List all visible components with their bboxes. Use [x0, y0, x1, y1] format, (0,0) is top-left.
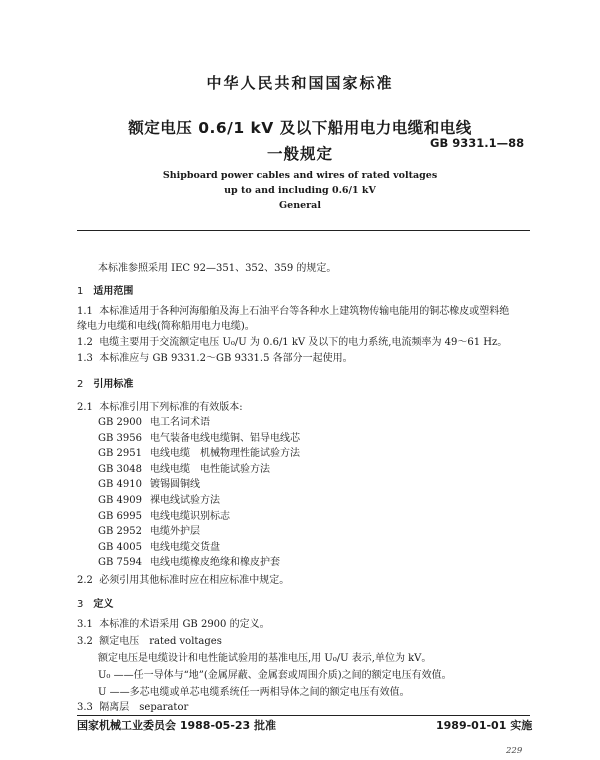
clause-title: 隔离层 separator — [99, 702, 189, 713]
title-english-line3: General — [279, 200, 321, 211]
section-number: 3 — [77, 599, 84, 610]
reference-name: 电缆外护层 — [150, 526, 200, 538]
approval-line: 国家机械工业委员会 1988-05-23 批准 — [77, 719, 277, 732]
reference-code: GB 6995 — [98, 510, 142, 522]
reference-item — [98, 463, 558, 477]
section-title: 引用标准 — [93, 379, 134, 390]
clause-title: 额定电压 rated voltages — [99, 636, 222, 647]
reference-item — [98, 478, 558, 492]
section-number: 2 — [77, 379, 84, 390]
definition-u: U ——多芯电缆或单芯电缆系统任一两相导体之间的额定电压有效值。 — [98, 687, 410, 698]
reference-item — [98, 541, 558, 555]
reference-code: GB 3048 — [98, 463, 142, 475]
reference-name: 电线电缆识别标志 — [150, 510, 230, 522]
clause-text: 本标准适用于各种河海船舶及海上石油平台等各种水上建筑物传输电能用的铜芯橡皮或塑料绝 — [99, 306, 510, 317]
masthead: 中华人民共和国国家标准 — [206, 74, 394, 92]
clause-text: 本标准的术语采用 GB 2900 的定义。 — [99, 619, 270, 630]
reference-code: GB 3956 — [98, 432, 142, 444]
reference-name: 电工名词术语 — [150, 417, 210, 428]
clause-1-1 — [77, 305, 537, 319]
clause-2-2 — [77, 574, 537, 588]
reference-item — [98, 432, 558, 446]
clause-text: 必须引用其他标准时应在相应标准中规定。 — [99, 575, 290, 586]
page-number: 229 — [506, 746, 523, 756]
reference-item — [98, 416, 558, 430]
title-english-line2: up to and including 0.6/1 kV — [224, 185, 376, 196]
reference-code: GB 2900 — [98, 417, 142, 428]
clause-text: 本标准应与 GB 9331.2～GB 9331.5 各部分一起使用。 — [99, 353, 353, 364]
title-chinese-line2: 一般规定 — [266, 145, 333, 163]
clause-number: 1.1 — [77, 306, 93, 317]
section-3-heading — [77, 598, 537, 612]
definition-text: 额定电压是电缆设计和电性能试验用的基准电压,用 U₀/U 表示,单位为 kV。 — [98, 653, 432, 664]
reference-name: 镀锡圆铜线 — [150, 479, 200, 491]
clause-1-2 — [77, 336, 537, 350]
clause-3-2 — [77, 635, 537, 649]
reference-name: 电线电缆交货盘 — [150, 541, 220, 553]
reference-name: 裸电线试验方法 — [150, 495, 220, 506]
footer-divider — [77, 715, 530, 716]
reference-code: GB 7594 — [98, 557, 142, 569]
section-number: 1 — [77, 286, 84, 297]
clause-text: 电缆主要用于交流额定电压 U₀/U 为 0.6/1 kV 及以下的电力系统,电流频率为 49～61 Hz。 — [99, 337, 508, 348]
title-chinese-line1: 额定电压 0.6/1 kV 及以下船用电力电缆和电线 — [128, 119, 472, 137]
reference-code: GB 4910 — [98, 479, 142, 491]
reference-name: 电线电缆橡皮绝缘和橡皮护套 — [150, 557, 280, 569]
clause-2-1 — [77, 401, 537, 415]
title-english-line1: Shipboard power cables and wires of rated voltages — [162, 170, 438, 181]
clause-number: 1.2 — [77, 337, 93, 348]
clause-number: 1.3 — [77, 353, 93, 364]
clause-number: 2.1 — [77, 402, 93, 413]
clause-1-1-continued: 缘电力电缆和电线(简称船用电力电缆)。 — [77, 321, 255, 332]
reference-code: GB 4909 — [98, 495, 142, 506]
section-title: 适用范围 — [93, 286, 134, 297]
section-title: 定义 — [93, 599, 114, 610]
reference-item — [98, 510, 558, 524]
effective-date: 1989-01-01 实施 — [436, 719, 533, 732]
section-1-heading — [77, 285, 537, 299]
reference-name: 电气装备电线电缆铜、铝导电线芯 — [150, 432, 300, 444]
clause-number: 2.2 — [77, 575, 93, 586]
top-divider — [77, 230, 530, 231]
reference-code: GB 4005 — [98, 541, 142, 553]
reference-item — [98, 494, 558, 508]
reference-name: 电线电缆 电性能试验方法 — [150, 463, 270, 475]
reference-item — [98, 556, 558, 570]
reference-code: GB 2952 — [98, 526, 142, 538]
reference-item — [98, 525, 558, 539]
clause-number: 3.3 — [77, 702, 93, 713]
section-2-heading — [77, 378, 537, 392]
clause-1-3 — [77, 352, 537, 366]
intro-paragraph: 本标准参照采用 IEC 92—351、352、359 的规定。 — [98, 263, 337, 274]
standard-number: GB 9331.1—88 — [430, 136, 525, 150]
clause-3-1 — [77, 618, 537, 632]
reference-code: GB 2951 — [98, 448, 142, 460]
clause-text: 本标准引用下列标准的有效版本: — [99, 402, 243, 413]
definition-u0: U₀ ——任一导体与“地”(金属屏蔽、金属套或周围介质)之间的额定电压有效值。 — [98, 670, 452, 681]
clause-3-3-separator — [77, 701, 537, 715]
clause-number: 3.2 — [77, 636, 93, 647]
clause-number: 3.1 — [77, 619, 93, 630]
reference-name: 电线电缆 机械物理性能试验方法 — [150, 448, 300, 460]
reference-item — [98, 447, 558, 461]
